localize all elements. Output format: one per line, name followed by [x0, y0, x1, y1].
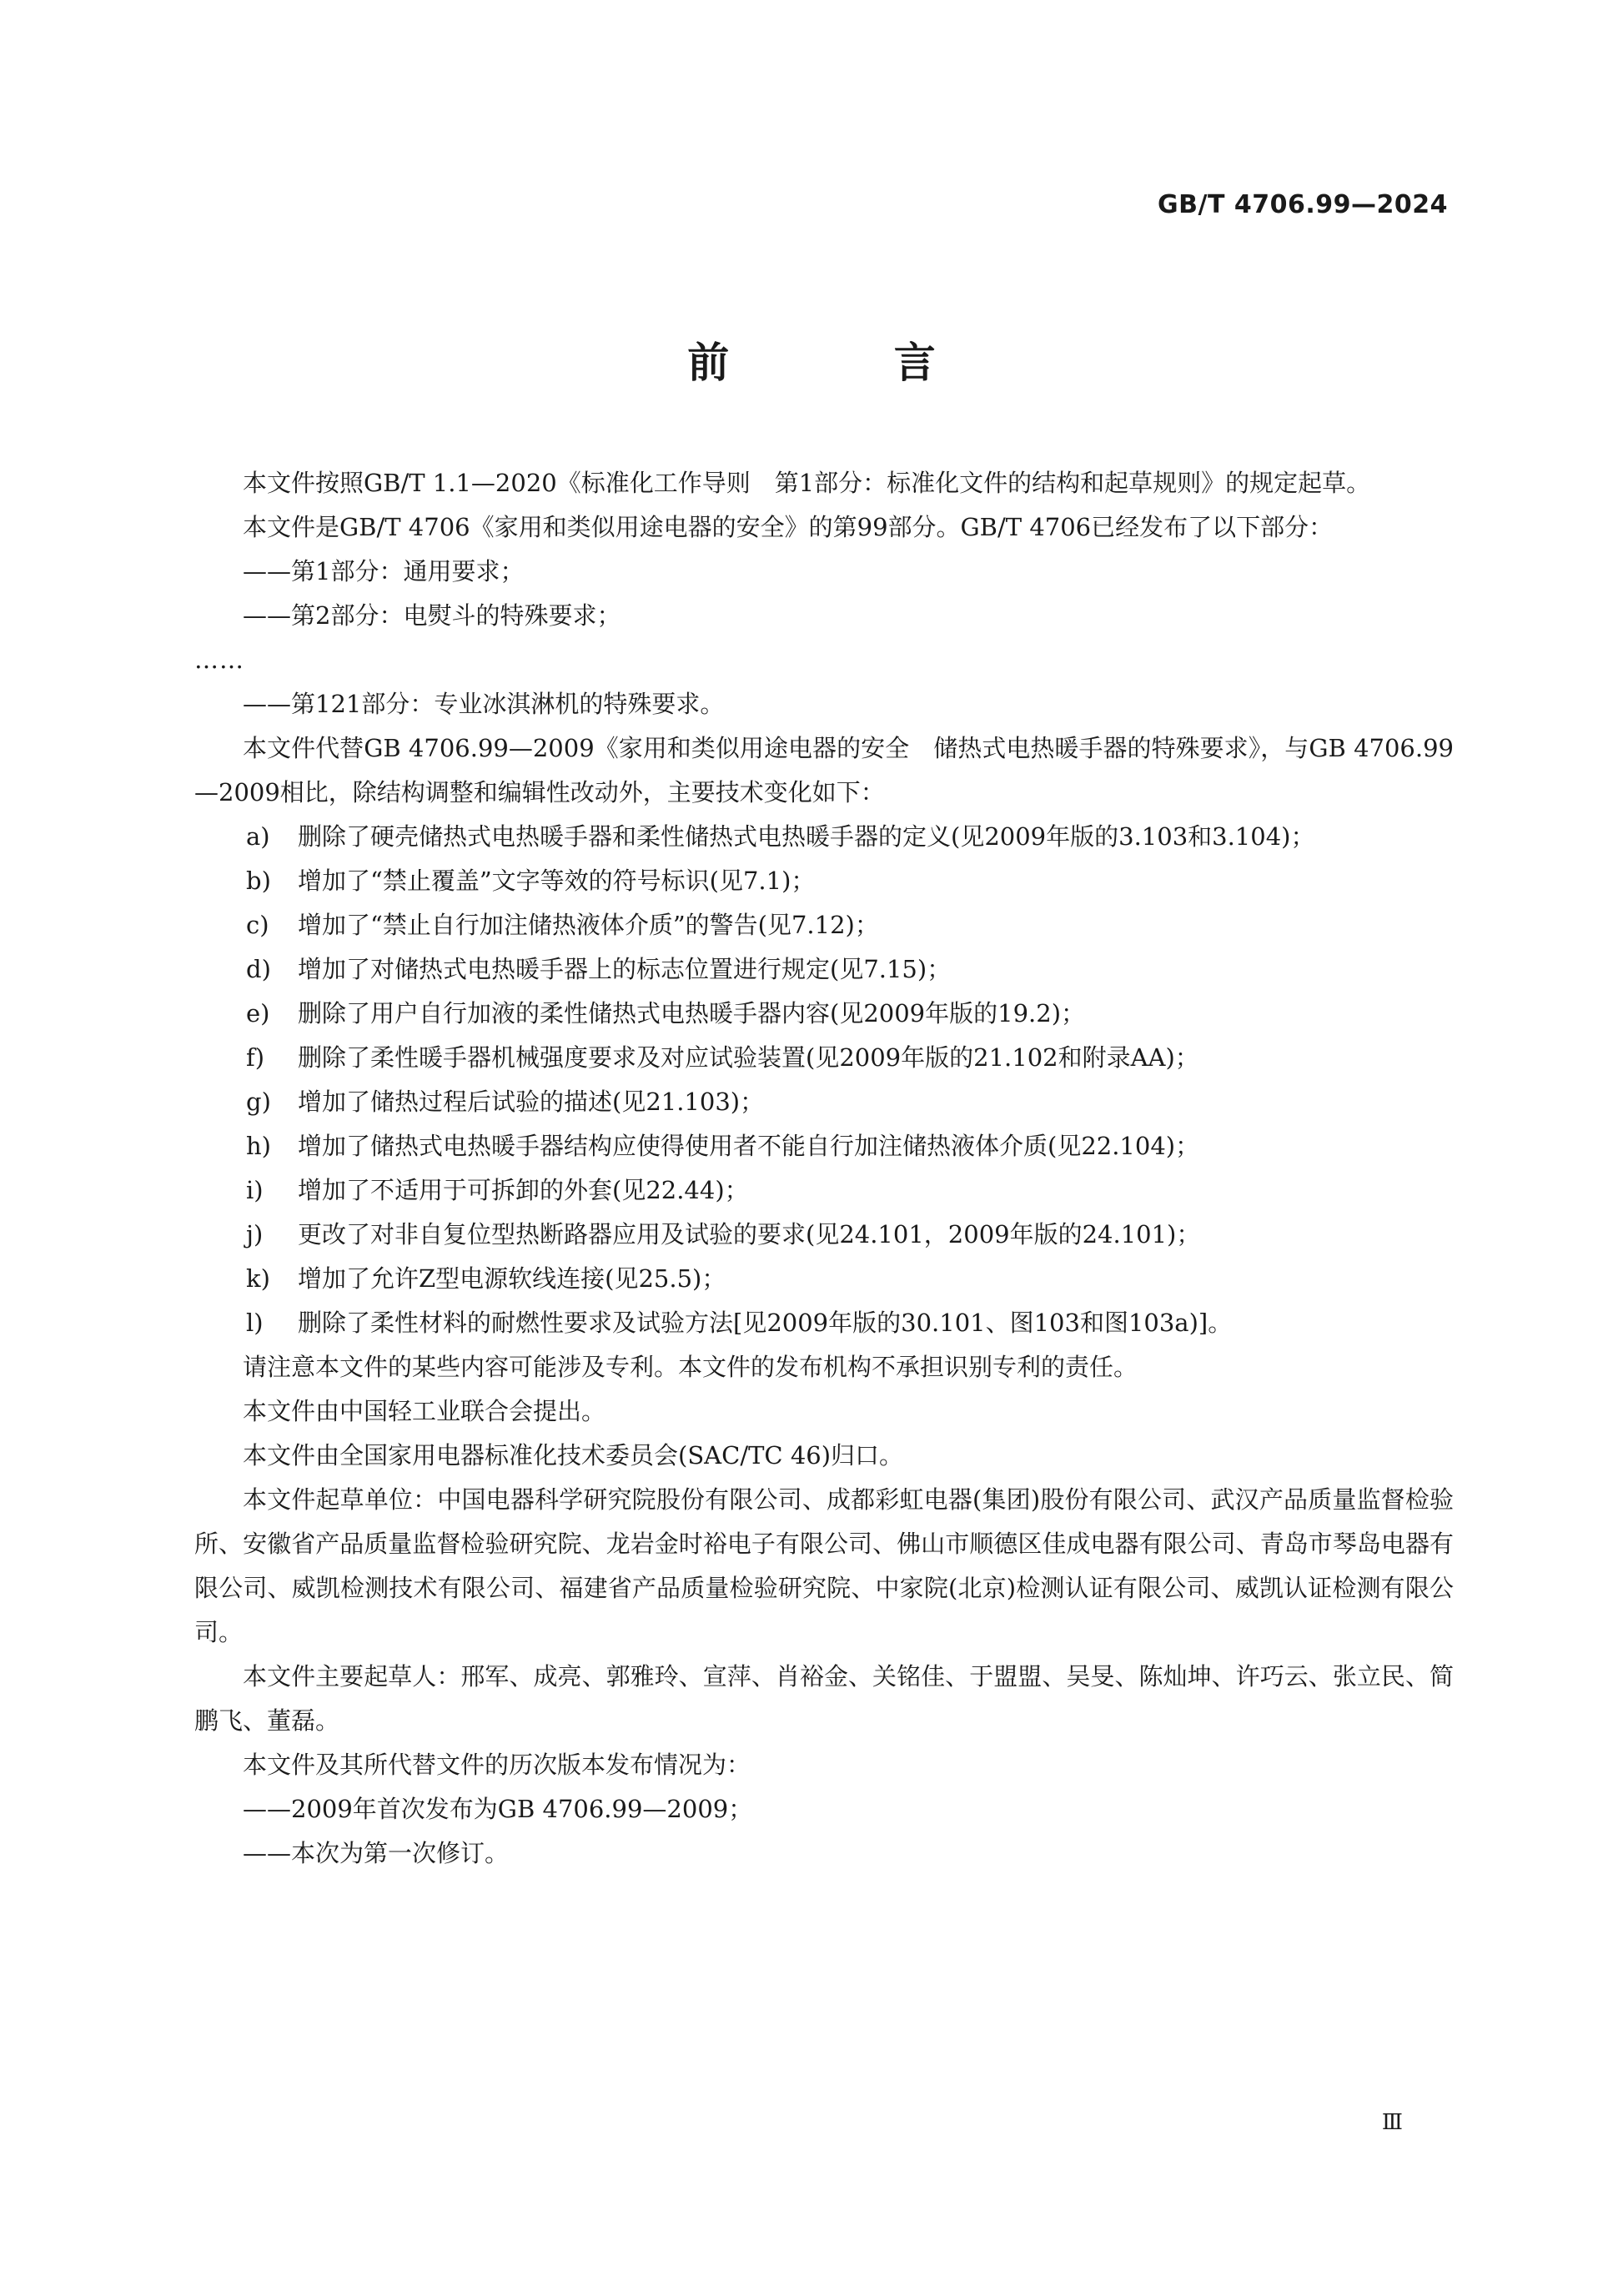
- change-item: [194, 1124, 1454, 1168]
- change-text: 删除了柔性材料的耐燃性要求及试验方法[见2009年版的30.101、图103和图103a)]。: [298, 1309, 1233, 1337]
- change-text: 删除了用户自行加液的柔性储热式电热暖手器内容(见2009年版的19.2)；: [298, 999, 1086, 1027]
- change-text: 增加了对储热式电热暖手器上的标志位置进行规定(见7.15)；: [298, 955, 952, 983]
- change-text: 增加了储热过程后试验的描述(见21.103)；: [298, 1088, 765, 1116]
- change-item: [194, 1080, 1454, 1124]
- change-marker: g): [246, 1088, 271, 1116]
- change-text: 增加了“禁止覆盖”文字等效的符号标识(见7.1)；: [298, 867, 816, 895]
- change-item: [194, 1213, 1454, 1257]
- paragraph-series-intro: 本文件是GB/T 4706《家用和类似用途电器的安全》的第99部分。GB/T 4706已经发布了以下部分：: [243, 513, 1334, 541]
- paragraph-drafting-units: 本文件起草单位：中国电器科学研究院股份有限公司、成都彩虹电器(集团)股份有限公司、武汉产品质量监督检验所、安徽省产品质量监督检验研究院、龙岩金时裕电子有限公司、佛山市顺德区佳成电器有限公司、青岛市琴岛电器有限公司、威凯检测技术有限公司、福建省产品质量检验研究院、中家院(北京)检测认证有限公司、威凯认证检测有限公司。: [194, 1485, 1454, 1646]
- part-list-item: ——第1部分：通用要求；: [243, 557, 525, 585]
- page-number: Ⅲ: [1381, 2110, 1403, 2135]
- change-text: 增加了储热式电热暖手器结构应使得使用者不能自行加注储热液体介质(见22.104)；: [298, 1132, 1200, 1160]
- change-item: [194, 1036, 1454, 1080]
- paragraph-proposer: 本文件由中国轻工业联合会提出。: [243, 1397, 606, 1425]
- part-list-item: ——第2部分：电熨斗的特殊要求；: [243, 601, 621, 630]
- change-marker: l): [246, 1309, 264, 1337]
- change-item: [194, 1257, 1454, 1301]
- history-item: ——2009年首次发布为GB 4706.99—2009；: [243, 1795, 753, 1823]
- change-text: 删除了硬壳储热式电热暖手器和柔性储热式电热暖手器的定义(见2009年版的3.103和3.104)；: [298, 822, 1315, 851]
- change-marker: i): [246, 1176, 264, 1204]
- paragraph-replacement: 本文件代替GB 4706.99—2009《家用和类似用途电器的安全 储热式电热暖手器的特殊要求》，与GB 4706.99—2009相比，除结构调整和编辑性改动外，主要技术变化如下：: [194, 734, 1454, 806]
- change-item: [194, 903, 1454, 947]
- part-list-ellipsis: ……: [194, 646, 244, 674]
- document-code: GB/T 4706.99—2024: [1158, 190, 1448, 219]
- change-marker: c): [246, 911, 269, 939]
- foreword-body: [194, 461, 1454, 1876]
- history-item: ——本次为第一次修订。: [243, 1839, 510, 1867]
- paragraph-history-intro: 本文件及其所代替文件的历次版本发布情况为：: [243, 1751, 751, 1779]
- change-text: 删除了柔性暖手器机械强度要求及对应试验装置(见2009年版的21.102和附录AA)；: [298, 1043, 1199, 1072]
- paragraph-drafting-basis: 本文件按照GB/T 1.1—2020《标准化工作导则 第1部分：标准化文件的结构和起草规则》的规定起草。: [243, 469, 1371, 497]
- change-marker: h): [246, 1132, 271, 1160]
- change-item: [194, 1168, 1454, 1213]
- part-list-item: ——第121部分：专业冰淇淋机的特殊要求。: [243, 690, 725, 718]
- change-item: [194, 992, 1454, 1036]
- change-marker: f): [246, 1043, 265, 1072]
- change-item: [194, 947, 1454, 992]
- change-marker: e): [246, 999, 270, 1027]
- change-marker: d): [246, 955, 271, 983]
- change-marker: b): [246, 867, 271, 895]
- paragraph-drafters: 本文件主要起草人：邢军、成亮、郭雅玲、宣萍、肖裕金、关铭佳、于盟盟、吴旻、陈灿坤、许巧云、张立民、简鹏飞、董磊。: [194, 1662, 1454, 1735]
- paragraph-patent-notice: 请注意本文件的某些内容可能涉及专利。本文件的发布机构不承担识别专利的责任。: [243, 1353, 1138, 1381]
- change-marker: a): [246, 822, 270, 851]
- change-marker: j): [246, 1220, 264, 1248]
- page-title: 前 言: [687, 339, 1011, 387]
- change-item: [194, 859, 1454, 903]
- change-item: [194, 815, 1454, 859]
- change-text: 增加了不适用于可拆卸的外套(见22.44)；: [298, 1176, 749, 1204]
- change-text: 增加了允许Z型电源软线连接(见25.5)；: [298, 1264, 726, 1293]
- change-marker: k): [246, 1264, 270, 1293]
- change-text: 增加了“禁止自行加注储热液体介质”的警告(见7.12)；: [298, 911, 879, 939]
- change-item: [194, 1301, 1454, 1345]
- paragraph-committee: 本文件由全国家用电器标准化技术委员会(SAC/TC 46)归口。: [243, 1441, 904, 1470]
- change-text: 更改了对非自复位型热断路器应用及试验的要求(见24.101，2009年版的24.101)；: [298, 1220, 1201, 1248]
